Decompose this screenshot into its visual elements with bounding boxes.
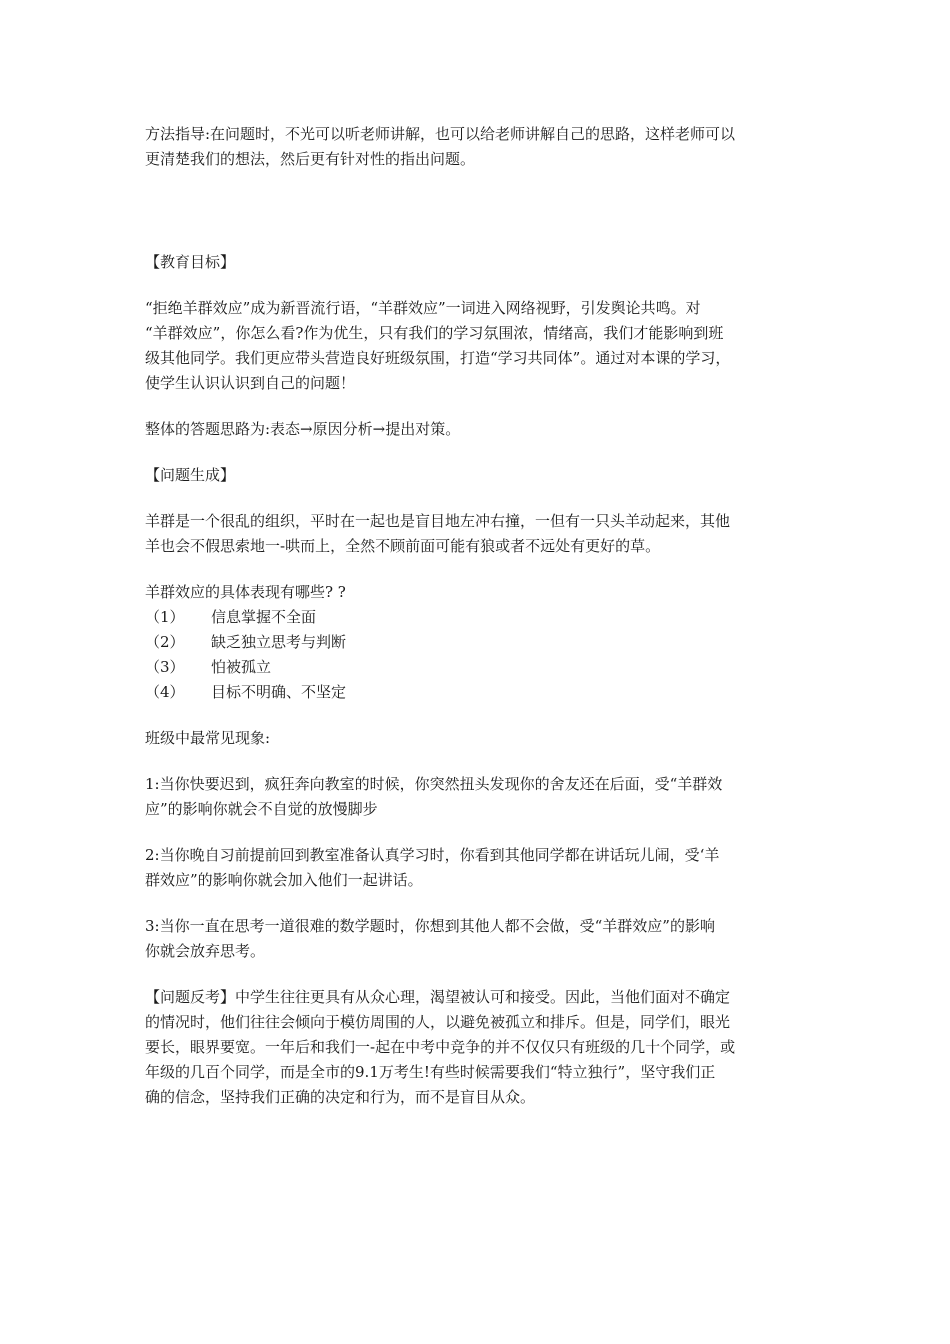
phenomenon-paragraph-1 bbox=[145, 772, 815, 822]
list-item-text: 怕被孤立 bbox=[211, 658, 272, 676]
problem-line-1: 羊群是一个很乱的组织，平时在一起也是盲目地左冲右撞，一但有一只头羊动起来，其他 bbox=[145, 512, 731, 530]
list-item-text: 信息掌握不全面 bbox=[211, 608, 317, 626]
list-item bbox=[145, 605, 815, 630]
edu-goal-line-3: 级其他同学。我们更应带头营造良好班级氛围，打造“学习共同体”。通过对本课的学习， bbox=[145, 349, 731, 367]
problem-paragraph bbox=[145, 509, 815, 559]
problem-line-2: 羊也会不假思索地一-哄而上，全然不顾前面可能有狼或者不远处有更好的草。 bbox=[145, 537, 661, 555]
method-guide-line-1: 方法指导:在问题时，不光可以听老师讲解，也可以给老师讲解自己的思路，这样老师可以 bbox=[145, 125, 736, 143]
phenomenon-2-line-1: 2:当你晚自习前提前回到教室准备认真学习时，你看到其他同学都在讲话玩儿闹，受‘羊 bbox=[145, 846, 720, 864]
reflection-line-3: 要长，眼界要宽。一年后和我们一-起在中考中竞争的并不仅仅只有班级的几十个同学，或 bbox=[145, 1038, 736, 1056]
phenomenon-paragraph-2 bbox=[145, 843, 815, 893]
reflection-line-2: 的情况时，他们往往会倾向于模仿周围的人，以避免被孤立和排斥。但是，同学们，眼光 bbox=[145, 1013, 731, 1031]
list-item-number: （2） bbox=[145, 633, 185, 651]
reflection-line-5: 确的信念，坚持我们正确的决定和行为，而不是盲目从众。 bbox=[145, 1088, 536, 1106]
common-phenomena-heading: 班级中最常见现象: bbox=[145, 729, 271, 747]
method-guide-paragraph bbox=[145, 122, 815, 172]
phenomenon-1-line-1: 1:当你快要迟到，疯狂奔向教室的时候，你突然扭头发现你的舍友还在后面，受“羊群效 bbox=[145, 775, 723, 793]
list-item bbox=[145, 655, 815, 680]
approach-paragraph: 整体的答题思路为:表态→原因分析→提出对策。 bbox=[145, 420, 461, 438]
reflection-paragraph bbox=[145, 985, 815, 1110]
problem-question: 羊群效应的具体表现有哪些? ? bbox=[145, 583, 346, 601]
phenomenon-3-line-1: 3:当你一直在思考一道很难的数学题时，你想到其他人都不会做，受“羊群效应”的影响 bbox=[145, 917, 715, 935]
phenomenon-paragraph-3 bbox=[145, 914, 815, 964]
list-item-number: （4） bbox=[145, 683, 185, 701]
edu-goal-heading: 【教育目标】 bbox=[145, 253, 236, 271]
edu-goal-line-2: “羊群效应”，你怎么看?作为优生，只有我们的学习氛围浓，情绪高，我们才能影响到班 bbox=[145, 324, 724, 342]
problem-heading: 【问题生成】 bbox=[145, 466, 236, 484]
edu-goal-paragraph bbox=[145, 296, 815, 396]
edu-goal-line-4: 使学生认识认识到自己的问题！ bbox=[145, 374, 356, 392]
document-page bbox=[145, 122, 815, 1110]
reflection-line-4: 年级的几百个同学，而是全市的9.1万考生!有些时候需要我们“特立独行”，坚守我们正 bbox=[145, 1063, 716, 1081]
list-item bbox=[145, 680, 815, 705]
list-item-number: （3） bbox=[145, 658, 185, 676]
list-item-text: 目标不明确、不坚定 bbox=[211, 683, 347, 701]
list-item-number: （1） bbox=[145, 608, 185, 626]
phenomenon-3-line-2: 你就会放弃思考。 bbox=[145, 942, 266, 960]
phenomenon-2-line-2: 群效应”的影响你就会加入他们一起讲话。 bbox=[145, 871, 423, 889]
list-item-text: 缺乏独立思考与判断 bbox=[211, 633, 347, 651]
edu-goal-line-1: “拒绝羊群效应”成为新晋流行语，“羊群效应”一词进入网络视野，引发舆论共鸣。对 bbox=[145, 299, 701, 317]
phenomenon-1-line-2: 应”的影响你就会不自觉的放慢脚步 bbox=[145, 800, 378, 818]
list-item bbox=[145, 630, 815, 655]
reflection-line-1: 【问题反考】中学生往往更具有从众心理，渴望被认可和接受。因此，当他们面对不确定 bbox=[145, 988, 731, 1006]
method-guide-line-2: 更清楚我们的想法，然后更有针对性的指出问题。 bbox=[145, 150, 476, 168]
